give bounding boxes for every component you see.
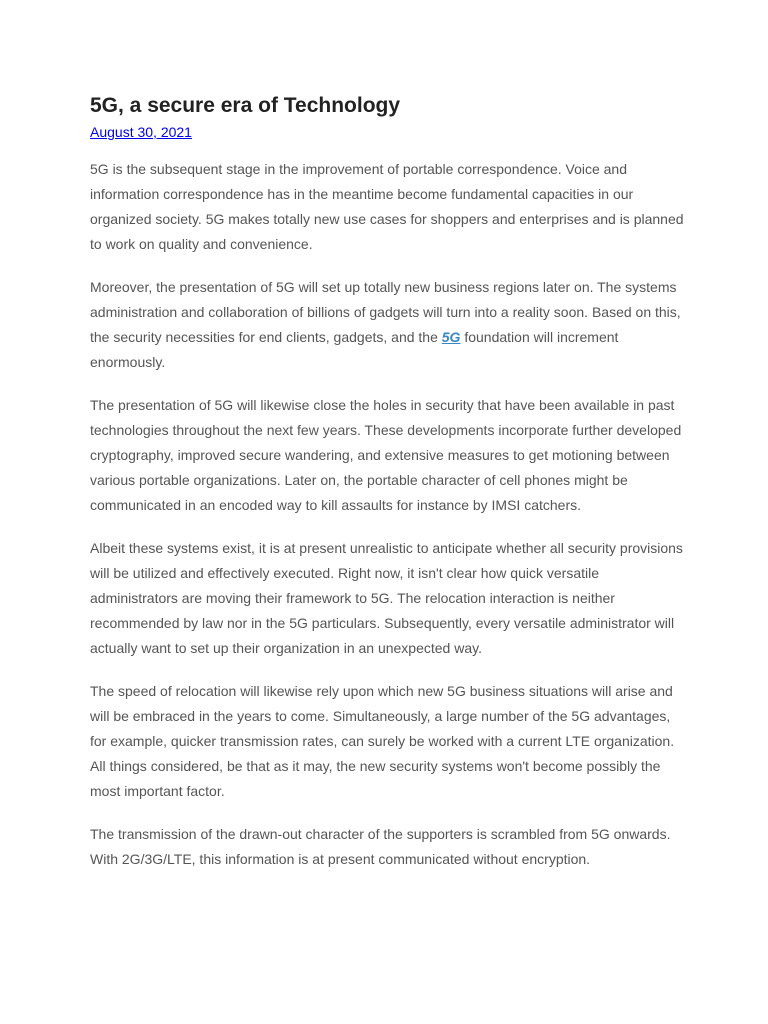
paragraph-4: Albeit these systems exist, it is at present unrealistic to anticipate whether all security provisions will be utilized and effectively executed. Right now, it isn't clear how quick versatile administrators are moving their framework to 5G. The relocation interaction is neither recommended by law nor in the 5G particulars. Subsequently, every versatile administrator will actually want to set up their organization in an unexpected way. bbox=[90, 540, 683, 656]
5g-inline-link[interactable]: 5G bbox=[441, 329, 461, 345]
article bbox=[90, 92, 690, 872]
paragraph-6: The transmission of the drawn-out character of the supporters is scrambled from 5G onwards. With 2G/3G/LTE, this information is at present communicated without encryption. bbox=[90, 826, 671, 867]
article-title: 5G, a secure era of Technology bbox=[90, 94, 401, 117]
paragraph-3: The presentation of 5G will likewise close the holes in security that have been available in past technologies throughout the next few years. These developments incorporate further developed cryptography, improved secure wandering, and extensive measures to get motioning between various portable organizations. Later on, the portable character of cell phones might be communicated in an encoded way to kill assaults for instance by IMSI catchers. bbox=[90, 397, 682, 513]
paragraph-2-text-end: foundation will increment enormously. bbox=[90, 329, 619, 370]
paragraph-1: 5G is the subsequent stage in the improvement of portable correspondence. Voice and information correspondence has in the meantime become fundamental capacities in our organized society. 5G makes totally new use cases for shoppers and enterprises and is planned to work on quality and convenience. bbox=[90, 161, 684, 252]
article-date-link[interactable]: August 30, 2021 bbox=[90, 124, 192, 140]
paragraph-2 bbox=[90, 275, 690, 375]
paragraph-5: The speed of relocation will likewise rely upon which new 5G business situations will arise and will be embraced in the years to come. Simultaneously, a large number of the 5G advantages, for example, quicker transmission rates, can surely be worked with a current LTE organization. All things considered, be that as it may, the new security systems won't become possibly the most important factor. bbox=[90, 683, 675, 799]
paragraph-2-text-start: Moreover, the presentation of 5G will set up totally new business regions later on. The systems administration and collaboration of billions of gadgets will turn into a reality soon. Based on this, the security necessities for end clients, gadgets, and the bbox=[90, 279, 681, 345]
